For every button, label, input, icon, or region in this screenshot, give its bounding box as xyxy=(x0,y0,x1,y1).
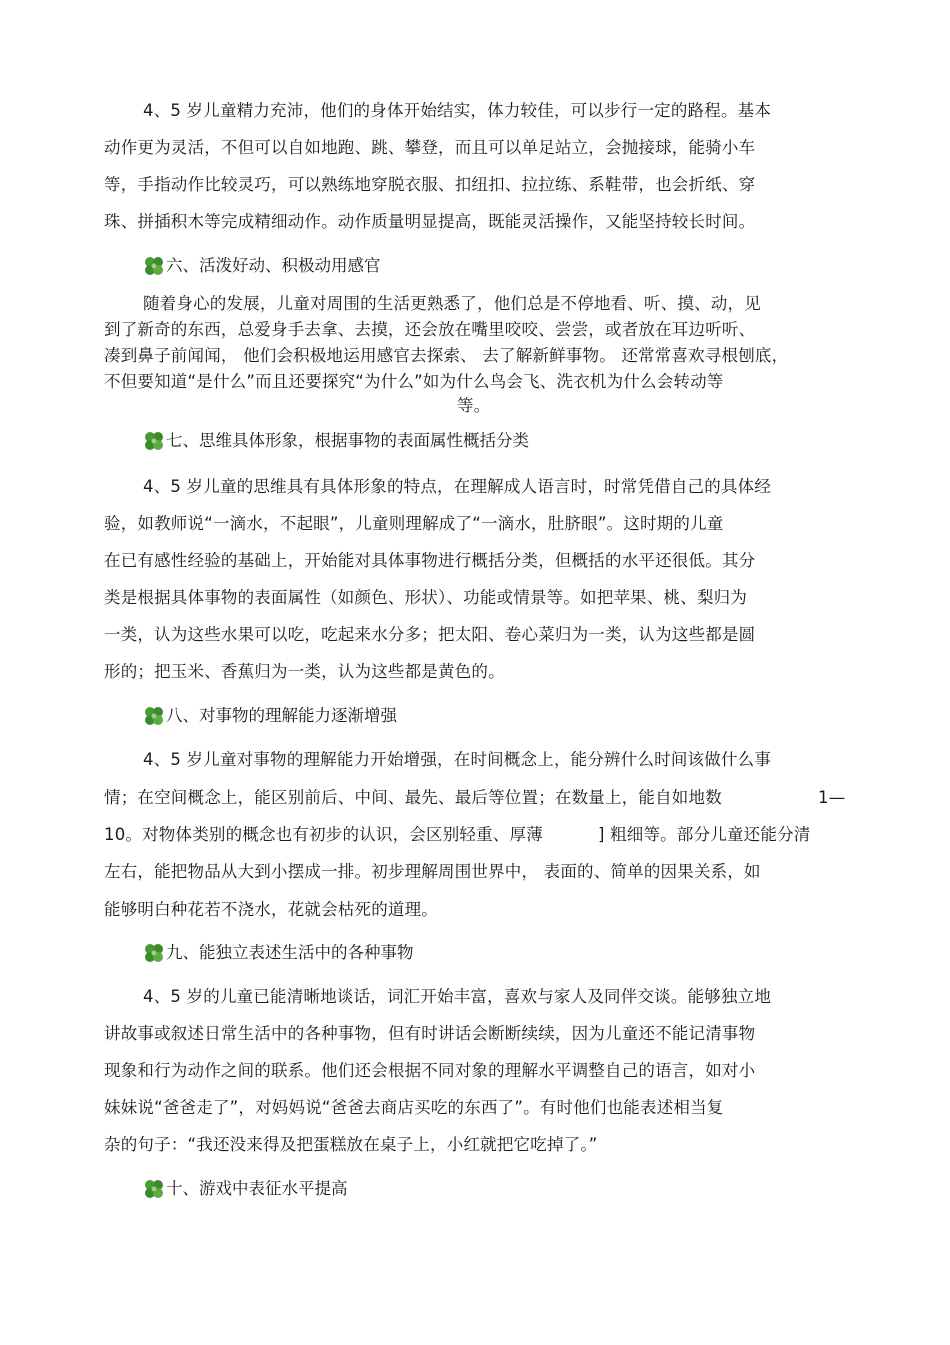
clover-icon xyxy=(143,1178,165,1200)
paragraph-line: 杂的句子：“我还没来得及把蛋糕放在桌子上，小红就把它吃掉了。” xyxy=(104,1135,598,1154)
heading-text: 八、对事物的理解能力逐渐增强 xyxy=(166,706,397,725)
paragraph-line: 形的；把玉米、香蕉归为一类，认为这些都是黄色的。 xyxy=(104,662,505,681)
paragraph-line: 左右，能把物品从大到小摆成一排。初步理解周围世界中， 表面的、简单的因果关系，如 xyxy=(104,862,761,881)
paragraph-line-fragment: 1— xyxy=(818,788,846,807)
paragraph-line: 4、5 岁儿童的思维具有具体形象的特点，在理解成人语言时，时常凭借自己的具体经 xyxy=(143,477,772,496)
paragraph-line: 凑到鼻子前闻闻， 他们会积极地运用感官去探索、 去了解新鲜事物。 还常常喜欢寻根刨底， xyxy=(104,346,789,365)
paragraph-line: 现象和行为动作之间的联系。他们还会根据不同对象的理解水平调整自己的语言，如对小 xyxy=(104,1061,756,1080)
section-heading-6 xyxy=(143,254,381,278)
section-heading-8 xyxy=(143,704,397,728)
paragraph-line: 讲故事或叙述日常生活中的各种事物，但有时讲话会断断续续，因为儿童还不能记清事物 xyxy=(104,1024,756,1043)
section-heading-10 xyxy=(143,1177,348,1201)
section-heading-7 xyxy=(143,429,529,453)
paragraph-line-fragment: ] 粗细等。部分儿童还能分清 xyxy=(598,825,811,844)
paragraph-line: 到了新奇的东西，总爱身手去拿、去摸，还会放在嘴里咬咬、尝尝，或者放在耳边听听、 xyxy=(104,320,756,339)
paragraph-line: 能够明白种花若不浇水，花就会枯死的道理。 xyxy=(104,900,438,919)
paragraph-line: 4、5 岁的儿童已能清晰地谈话，词汇开始丰富，喜欢与家人及同伴交谈。能够独立地 xyxy=(143,987,772,1006)
paragraph-line: 类是根据具体事物的表面属性（如颜色、形状）、功能或情景等。如把苹果、桃、梨归为 xyxy=(104,588,748,607)
clover-icon xyxy=(143,942,165,964)
paragraph-line: 验，如教师说“一滴水，不起眼”，儿童则理解成了“一滴水，肚脐眼”。这时期的儿童 xyxy=(104,514,724,533)
paragraph-line: 等，手指动作比较灵巧，可以熟练地穿脱衣服、扣纽扣、拉拉练、系鞋带，也会折纸、穿 xyxy=(104,175,756,194)
paragraph-line: 在已有感性经验的基础上，开始能对具体事物进行概括分类，但概括的水平还很低。其分 xyxy=(104,551,756,570)
section-heading-9 xyxy=(143,941,414,965)
paragraph-line: 情；在空间概念上，能区别前后、中间、最先、最后等位置；在数量上，能自如地数 xyxy=(104,788,722,807)
clover-icon xyxy=(143,255,165,277)
clover-icon xyxy=(143,430,165,452)
clover-icon xyxy=(143,705,165,727)
heading-text: 六、活泼好动、积极动用感官 xyxy=(166,256,381,275)
heading-text: 九、能独立表述生活中的各种事物 xyxy=(166,943,414,962)
paragraph-line: 珠、拼插积木等完成精细动作。动作质量明显提高，既能灵活操作，又能坚持较长时间。 xyxy=(104,212,756,231)
heading-text: 七、思维具体形象，根据事物的表面属性概括分类 xyxy=(166,431,529,450)
paragraph-line: 4、5 岁儿童精力充沛，他们的身体开始结实，体力较佳，可以步行一定的路程。基本 xyxy=(143,101,772,120)
paragraph-line: 4、5 岁儿童对事物的理解能力开始增强，在时间概念上，能分辨什么时间该做什么事 xyxy=(143,750,772,769)
paragraph-line: 等。 xyxy=(457,396,491,415)
paragraph-line: 10。对物体类别的概念也有初步的认识，会区别轻重、厚薄 xyxy=(104,825,543,844)
heading-text: 十、游戏中表征水平提高 xyxy=(166,1179,348,1198)
paragraph-line: 动作更为灵活，不但可以自如地跑、跳、攀登，而且可以单足站立，会抛接球，能骑小车 xyxy=(104,138,756,157)
paragraph-line: 随着身心的发展，儿童对周围的生活更熟悉了，他们总是不停地看、听、摸、动，见 xyxy=(143,294,761,313)
paragraph-line: 一类，认为这些水果可以吃，吃起来水分多；把太阳、卷心菜归为一类，认为这些都是圆 xyxy=(104,625,756,644)
paragraph-line: 妹妹说“爸爸走了”，对妈妈说“爸爸去商店买吃的东西了”。有时他们也能表述相当复 xyxy=(104,1098,724,1117)
paragraph-line: 不但要知道“是什么”而且还要探究“为什么”如为什么鸟会飞、洗衣机为什么会转动等 xyxy=(104,372,724,391)
